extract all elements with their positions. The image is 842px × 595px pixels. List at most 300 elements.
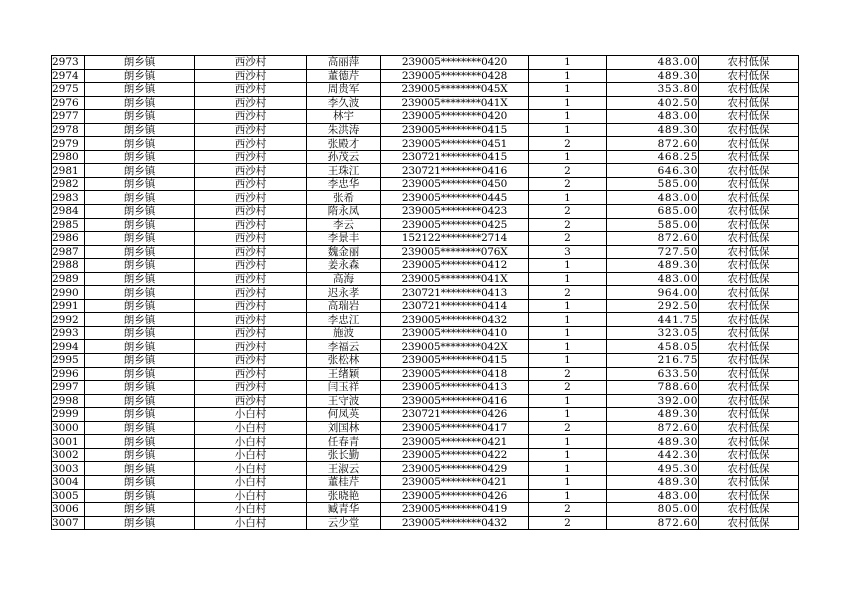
id-number-cell: 239005********076X (381, 245, 529, 259)
household-size-cell: 2 (529, 286, 607, 300)
table-row (52, 205, 799, 219)
assistance-type-cell: 农村低保 (699, 232, 799, 246)
amount-cell: 441.75 (607, 313, 699, 327)
name-cell: 王绪颖 (307, 367, 381, 381)
village-cell: 西沙村 (195, 286, 307, 300)
name-cell: 高海 (307, 272, 381, 286)
household-size-cell: 1 (529, 56, 607, 70)
name-cell: 张殿才 (307, 137, 381, 151)
town-cell: 朗乡镇 (85, 96, 195, 110)
amount-cell: 392.00 (607, 394, 699, 408)
id-number-cell: 239005********0432 (381, 516, 529, 530)
village-cell: 西沙村 (195, 137, 307, 151)
row-number-cell: 2999 (52, 408, 85, 422)
village-cell: 西沙村 (195, 381, 307, 395)
village-cell: 西沙村 (195, 218, 307, 232)
amount-cell: 495.30 (607, 462, 699, 476)
table-row (52, 232, 799, 246)
assistance-type-cell: 农村低保 (699, 448, 799, 462)
town-cell: 朗乡镇 (85, 367, 195, 381)
village-cell: 西沙村 (195, 394, 307, 408)
row-number-cell: 3004 (52, 475, 85, 489)
name-cell: 董桂芹 (307, 475, 381, 489)
town-cell: 朗乡镇 (85, 286, 195, 300)
town-cell: 朗乡镇 (85, 408, 195, 422)
amount-cell: 483.00 (607, 191, 699, 205)
village-cell: 西沙村 (195, 354, 307, 368)
id-number-cell: 239005********045X (381, 83, 529, 97)
name-cell: 闫玉祥 (307, 381, 381, 395)
row-number-cell: 2989 (52, 272, 85, 286)
village-cell: 西沙村 (195, 245, 307, 259)
name-cell: 林宇 (307, 110, 381, 124)
household-size-cell: 1 (529, 354, 607, 368)
id-number-cell: 239005********0417 (381, 421, 529, 435)
town-cell: 朗乡镇 (85, 83, 195, 97)
name-cell: 李景丰 (307, 232, 381, 246)
town-cell: 朗乡镇 (85, 272, 195, 286)
assistance-type-cell: 农村低保 (699, 96, 799, 110)
id-number-cell: 239005********0413 (381, 381, 529, 395)
town-cell: 朗乡镇 (85, 245, 195, 259)
name-cell: 朱洪涛 (307, 123, 381, 137)
name-cell: 张晓艳 (307, 489, 381, 503)
amount-cell: 489.30 (607, 123, 699, 137)
village-cell: 西沙村 (195, 340, 307, 354)
assistance-type-cell: 农村低保 (699, 177, 799, 191)
name-cell: 王珠江 (307, 164, 381, 178)
assistance-type-cell: 农村低保 (699, 205, 799, 219)
assistance-type-cell: 农村低保 (699, 191, 799, 205)
assistance-type-cell: 农村低保 (699, 367, 799, 381)
amount-cell: 292.50 (607, 299, 699, 313)
village-cell: 西沙村 (195, 299, 307, 313)
id-number-cell: 230721********0414 (381, 299, 529, 313)
row-number-cell: 2975 (52, 83, 85, 97)
row-number-cell: 2976 (52, 96, 85, 110)
town-cell: 朗乡镇 (85, 299, 195, 313)
village-cell: 小白村 (195, 462, 307, 476)
table-row (52, 56, 799, 70)
assistance-type-cell: 农村低保 (699, 69, 799, 83)
row-number-cell: 2980 (52, 150, 85, 164)
row-number-cell: 3003 (52, 462, 85, 476)
amount-cell: 646.30 (607, 164, 699, 178)
amount-cell: 483.00 (607, 110, 699, 124)
table-row (52, 462, 799, 476)
row-number-cell: 2983 (52, 191, 85, 205)
id-number-cell: 239005********0415 (381, 354, 529, 368)
id-number-cell: 239005********0421 (381, 475, 529, 489)
village-cell: 西沙村 (195, 367, 307, 381)
row-number-cell: 2990 (52, 286, 85, 300)
household-size-cell: 1 (529, 340, 607, 354)
town-cell: 朗乡镇 (85, 394, 195, 408)
town-cell: 朗乡镇 (85, 259, 195, 273)
village-cell: 西沙村 (195, 191, 307, 205)
amount-cell: 805.00 (607, 503, 699, 517)
household-size-cell: 2 (529, 421, 607, 435)
id-number-cell: 152122********2714 (381, 232, 529, 246)
household-size-cell: 2 (529, 177, 607, 191)
household-size-cell: 1 (529, 259, 607, 273)
table-row (52, 394, 799, 408)
household-size-cell: 2 (529, 516, 607, 530)
assistance-type-cell: 农村低保 (699, 516, 799, 530)
village-cell: 西沙村 (195, 272, 307, 286)
household-size-cell: 1 (529, 191, 607, 205)
town-cell: 朗乡镇 (85, 191, 195, 205)
id-number-cell: 239005********0420 (381, 56, 529, 70)
table-row (52, 516, 799, 530)
table-row (52, 326, 799, 340)
name-cell: 张松林 (307, 354, 381, 368)
row-number-cell: 3001 (52, 435, 85, 449)
amount-cell: 964.00 (607, 286, 699, 300)
name-cell: 王守波 (307, 394, 381, 408)
name-cell: 姜永森 (307, 259, 381, 273)
village-cell: 西沙村 (195, 56, 307, 70)
row-number-cell: 2978 (52, 123, 85, 137)
row-number-cell: 2982 (52, 177, 85, 191)
town-cell: 朗乡镇 (85, 137, 195, 151)
table-row (52, 299, 799, 313)
name-cell: 高瑞岩 (307, 299, 381, 313)
amount-cell: 483.00 (607, 56, 699, 70)
table-row (52, 448, 799, 462)
table-row (52, 137, 799, 151)
row-number-cell: 2973 (52, 56, 85, 70)
household-size-cell: 1 (529, 408, 607, 422)
row-number-cell: 2997 (52, 381, 85, 395)
amount-cell: 872.60 (607, 137, 699, 151)
town-cell: 朗乡镇 (85, 354, 195, 368)
amount-cell: 872.60 (607, 232, 699, 246)
assistance-type-cell: 农村低保 (699, 354, 799, 368)
amount-cell: 483.00 (607, 489, 699, 503)
id-number-cell: 230721********0426 (381, 408, 529, 422)
name-cell: 施波 (307, 326, 381, 340)
id-number-cell: 239005********0451 (381, 137, 529, 151)
id-number-cell: 239005********0415 (381, 123, 529, 137)
row-number-cell: 3006 (52, 503, 85, 517)
assistance-type-cell: 农村低保 (699, 435, 799, 449)
assistance-type-cell: 农村低保 (699, 286, 799, 300)
town-cell: 朗乡镇 (85, 123, 195, 137)
table-row (52, 177, 799, 191)
assistance-type-cell: 农村低保 (699, 83, 799, 97)
assistance-type-cell: 农村低保 (699, 340, 799, 354)
assistance-type-cell: 农村低保 (699, 56, 799, 70)
name-cell: 王淑云 (307, 462, 381, 476)
row-number-cell: 2974 (52, 69, 85, 83)
town-cell: 朗乡镇 (85, 516, 195, 530)
village-cell: 小白村 (195, 475, 307, 489)
table-row (52, 110, 799, 124)
assistance-type-cell: 农村低保 (699, 462, 799, 476)
id-number-cell: 239005********0426 (381, 489, 529, 503)
household-size-cell: 1 (529, 123, 607, 137)
id-number-cell: 239005********0410 (381, 326, 529, 340)
name-cell: 魏金丽 (307, 245, 381, 259)
row-number-cell: 2987 (52, 245, 85, 259)
village-cell: 西沙村 (195, 313, 307, 327)
town-cell: 朗乡镇 (85, 313, 195, 327)
town-cell: 朗乡镇 (85, 218, 195, 232)
household-size-cell: 2 (529, 232, 607, 246)
id-number-cell: 239005********0420 (381, 110, 529, 124)
id-number-cell: 239005********0429 (381, 462, 529, 476)
village-cell: 西沙村 (195, 205, 307, 219)
village-cell: 小白村 (195, 516, 307, 530)
table-row (52, 259, 799, 273)
name-cell: 李忠华 (307, 177, 381, 191)
row-number-cell: 2993 (52, 326, 85, 340)
table-row (52, 313, 799, 327)
table-row (52, 340, 799, 354)
amount-cell: 489.30 (607, 475, 699, 489)
household-size-cell: 1 (529, 96, 607, 110)
id-number-cell: 239005********0422 (381, 448, 529, 462)
amount-cell: 442.30 (607, 448, 699, 462)
amount-cell: 727.50 (607, 245, 699, 259)
household-size-cell: 2 (529, 503, 607, 517)
household-size-cell: 1 (529, 150, 607, 164)
name-cell: 孙茂云 (307, 150, 381, 164)
amount-cell: 872.60 (607, 421, 699, 435)
row-number-cell: 2998 (52, 394, 85, 408)
table-row (52, 83, 799, 97)
table-row (52, 96, 799, 110)
amount-cell: 633.50 (607, 367, 699, 381)
id-number-cell: 239005********0423 (381, 205, 529, 219)
amount-cell: 489.30 (607, 435, 699, 449)
row-number-cell: 2992 (52, 313, 85, 327)
household-size-cell: 1 (529, 475, 607, 489)
town-cell: 朗乡镇 (85, 340, 195, 354)
assistance-type-cell: 农村低保 (699, 245, 799, 259)
table-row (52, 218, 799, 232)
town-cell: 朗乡镇 (85, 462, 195, 476)
assistance-type-cell: 农村低保 (699, 394, 799, 408)
household-size-cell: 1 (529, 110, 607, 124)
row-number-cell: 2991 (52, 299, 85, 313)
row-number-cell: 2984 (52, 205, 85, 219)
table-row (52, 408, 799, 422)
village-cell: 西沙村 (195, 232, 307, 246)
id-number-cell: 239005********0425 (381, 218, 529, 232)
id-number-cell: 239005********0432 (381, 313, 529, 327)
village-cell: 西沙村 (195, 150, 307, 164)
table-row (52, 354, 799, 368)
assistance-type-cell: 农村低保 (699, 164, 799, 178)
name-cell: 董德芹 (307, 69, 381, 83)
village-cell: 西沙村 (195, 96, 307, 110)
table-row (52, 435, 799, 449)
village-cell: 西沙村 (195, 83, 307, 97)
name-cell: 李福云 (307, 340, 381, 354)
table-row (52, 286, 799, 300)
amount-cell: 685.00 (607, 205, 699, 219)
table-row (52, 489, 799, 503)
assistance-type-cell: 农村低保 (699, 110, 799, 124)
town-cell: 朗乡镇 (85, 489, 195, 503)
id-number-cell: 239005********0412 (381, 259, 529, 273)
village-cell: 西沙村 (195, 164, 307, 178)
village-cell: 西沙村 (195, 110, 307, 124)
table-row (52, 381, 799, 395)
town-cell: 朗乡镇 (85, 150, 195, 164)
amount-cell: 323.05 (607, 326, 699, 340)
assistance-type-cell: 农村低保 (699, 489, 799, 503)
amount-cell: 585.00 (607, 177, 699, 191)
row-number-cell: 3007 (52, 516, 85, 530)
name-cell: 何凤英 (307, 408, 381, 422)
village-cell: 小白村 (195, 503, 307, 517)
id-number-cell: 230721********0413 (381, 286, 529, 300)
table-row (52, 421, 799, 435)
village-cell: 小白村 (195, 435, 307, 449)
name-cell: 臧青华 (307, 503, 381, 517)
household-size-cell: 2 (529, 218, 607, 232)
household-size-cell: 1 (529, 83, 607, 97)
amount-cell: 585.00 (607, 218, 699, 232)
amount-cell: 468.25 (607, 150, 699, 164)
row-number-cell: 3000 (52, 421, 85, 435)
household-size-cell: 2 (529, 381, 607, 395)
amount-cell: 458.05 (607, 340, 699, 354)
assistance-type-cell: 农村低保 (699, 326, 799, 340)
name-cell: 任春青 (307, 435, 381, 449)
household-size-cell: 1 (529, 462, 607, 476)
assistance-type-cell: 农村低保 (699, 259, 799, 273)
town-cell: 朗乡镇 (85, 110, 195, 124)
town-cell: 朗乡镇 (85, 177, 195, 191)
amount-cell: 788.60 (607, 381, 699, 395)
amount-cell: 489.30 (607, 259, 699, 273)
name-cell: 刘国林 (307, 421, 381, 435)
assistance-type-cell: 农村低保 (699, 299, 799, 313)
household-size-cell: 2 (529, 205, 607, 219)
household-size-cell: 1 (529, 435, 607, 449)
amount-cell: 872.60 (607, 516, 699, 530)
table-body (52, 56, 799, 530)
row-number-cell: 2977 (52, 110, 85, 124)
assistance-type-cell: 农村低保 (699, 503, 799, 517)
amount-cell: 489.30 (607, 408, 699, 422)
row-number-cell: 2994 (52, 340, 85, 354)
row-number-cell: 2988 (52, 259, 85, 273)
village-cell: 西沙村 (195, 69, 307, 83)
id-number-cell: 239005********0418 (381, 367, 529, 381)
assistance-type-cell: 农村低保 (699, 272, 799, 286)
village-cell: 西沙村 (195, 259, 307, 273)
village-cell: 小白村 (195, 448, 307, 462)
amount-cell: 489.30 (607, 69, 699, 83)
row-number-cell: 3002 (52, 448, 85, 462)
town-cell: 朗乡镇 (85, 421, 195, 435)
id-number-cell: 239005********0450 (381, 177, 529, 191)
assistance-type-cell: 农村低保 (699, 150, 799, 164)
id-number-cell: 230721********0415 (381, 150, 529, 164)
village-cell: 西沙村 (195, 123, 307, 137)
id-number-cell: 239005********042X (381, 340, 529, 354)
village-cell: 小白村 (195, 421, 307, 435)
household-size-cell: 1 (529, 299, 607, 313)
assistance-type-cell: 农村低保 (699, 381, 799, 395)
assistance-type-cell: 农村低保 (699, 218, 799, 232)
id-number-cell: 239005********0428 (381, 69, 529, 83)
row-number-cell: 2979 (52, 137, 85, 151)
id-number-cell: 239005********0445 (381, 191, 529, 205)
id-number-cell: 239005********041X (381, 96, 529, 110)
assistance-type-cell: 农村低保 (699, 408, 799, 422)
town-cell: 朗乡镇 (85, 326, 195, 340)
village-cell: 西沙村 (195, 177, 307, 191)
amount-cell: 353.80 (607, 83, 699, 97)
row-number-cell: 2996 (52, 367, 85, 381)
row-number-cell: 2995 (52, 354, 85, 368)
town-cell: 朗乡镇 (85, 448, 195, 462)
amount-cell: 216.75 (607, 354, 699, 368)
name-cell: 张长勤 (307, 448, 381, 462)
household-size-cell: 1 (529, 448, 607, 462)
town-cell: 朗乡镇 (85, 381, 195, 395)
town-cell: 朗乡镇 (85, 435, 195, 449)
household-size-cell: 1 (529, 313, 607, 327)
town-cell: 朗乡镇 (85, 232, 195, 246)
name-cell: 李忠江 (307, 313, 381, 327)
id-number-cell: 230721********0416 (381, 164, 529, 178)
assistance-type-cell: 农村低保 (699, 313, 799, 327)
village-cell: 小白村 (195, 408, 307, 422)
household-size-cell: 1 (529, 489, 607, 503)
household-size-cell: 3 (529, 245, 607, 259)
household-size-cell: 2 (529, 367, 607, 381)
id-number-cell: 239005********0421 (381, 435, 529, 449)
table-row (52, 191, 799, 205)
row-number-cell: 3005 (52, 489, 85, 503)
name-cell: 李云 (307, 218, 381, 232)
town-cell: 朗乡镇 (85, 56, 195, 70)
table-row (52, 475, 799, 489)
assistance-type-cell: 农村低保 (699, 137, 799, 151)
row-number-cell: 2985 (52, 218, 85, 232)
household-size-cell: 2 (529, 137, 607, 151)
assistance-type-cell: 农村低保 (699, 123, 799, 137)
amount-cell: 483.00 (607, 272, 699, 286)
household-size-cell: 1 (529, 69, 607, 83)
name-cell: 周贵军 (307, 83, 381, 97)
table-row (52, 150, 799, 164)
town-cell: 朗乡镇 (85, 475, 195, 489)
name-cell: 迟永孝 (307, 286, 381, 300)
assistance-type-cell: 农村低保 (699, 475, 799, 489)
table-row (52, 245, 799, 259)
name-cell: 张希 (307, 191, 381, 205)
village-cell: 小白村 (195, 489, 307, 503)
town-cell: 朗乡镇 (85, 205, 195, 219)
village-cell: 西沙村 (195, 326, 307, 340)
table-row (52, 164, 799, 178)
table-row (52, 123, 799, 137)
household-size-cell: 2 (529, 164, 607, 178)
household-size-cell: 1 (529, 326, 607, 340)
id-number-cell: 239005********041X (381, 272, 529, 286)
id-number-cell: 239005********0419 (381, 503, 529, 517)
town-cell: 朗乡镇 (85, 503, 195, 517)
household-size-cell: 1 (529, 394, 607, 408)
